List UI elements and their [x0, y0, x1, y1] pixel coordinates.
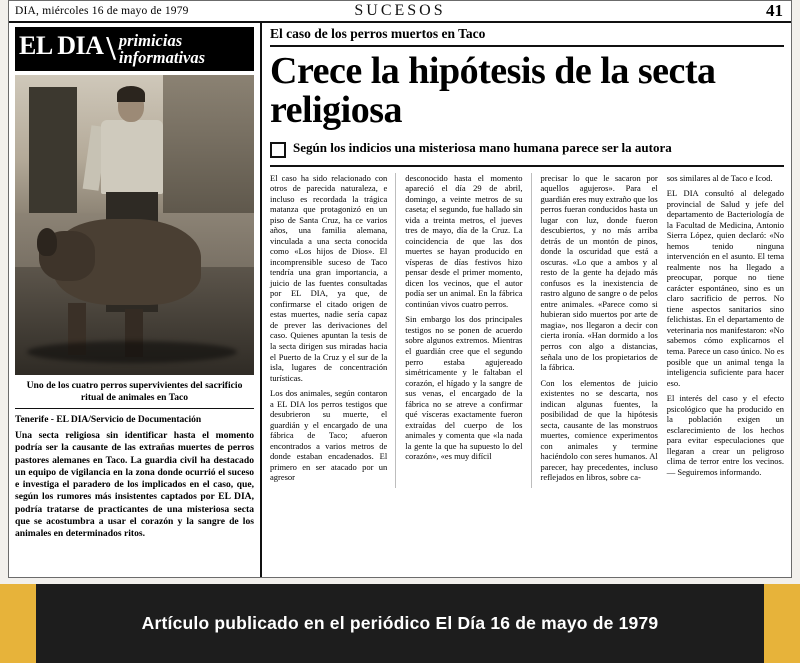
caption-bar-text: Artículo publicado en el periódico El Día 16 de mayo de 1979	[141, 613, 659, 633]
article-column-4	[667, 173, 784, 488]
photo-man-hair	[117, 86, 145, 102]
logo-tagline-line1: primicias	[118, 30, 183, 50]
photo-shadow	[27, 341, 237, 363]
logo-brand: EL DIA	[19, 31, 104, 60]
newspaper-masthead	[9, 1, 791, 23]
photo-man-body	[101, 120, 163, 194]
article-column-1	[270, 173, 396, 488]
photo-credit: Tenerife - EL DIA/Servicio de Documentación	[15, 414, 202, 425]
logo-tagline	[117, 27, 205, 71]
photo-dog-ear	[37, 228, 57, 256]
left-column	[9, 23, 262, 577]
article-columns	[270, 173, 784, 488]
newspaper-clipping	[8, 0, 792, 578]
article-paragraph: EL DIA consultó al delegado provincial de Salud y jefe del departamento de Bacteriología de la Facultad de Medicina, Antonio Sierra López, quien declaró: «No hemos tenido ninguna intervención en el asunto. El tema realmente nos ha llegado a preocupar, porque no tiene carácter espontáneo, sino es un claro sacrificio de perros. No tiene aspectos sanitarios sino felichistas. En el departamento de veterinaria nos manifestaron: «No sabemos cómo explicarnos el tema. Parece un caso único. No es posible que un animal tenga la inteligencia suficiente para hacer eso.	[666, 188, 784, 388]
eldia-logo	[15, 27, 254, 71]
article-paragraph: precisar lo que le sacaron por aquellos agujeros». Para el guardián eres muy extraño que los perros fueran conducidos hasta un lugar con luz, donde fueron descubiertos, y no más arriba detrás de un montón de pinos, donde la oscuridad que está a oscuras. «Lo que a ambos y al resto de la gente ha dejado más confusos es la inexistencia de rastro alguno de sangre o de pelos entre animales. «Parece como si hubieran sido muertos por arte de magia», nos llegaron a decir con cierta ironía. «Han dormido a los perros con algo a distancias, señala uno de los propietarios de la fábrica.	[540, 172, 658, 373]
article-paragraph: Con los elementos de juicio existentes no se descarta, nos indican algunas fuentes, la posibilidad de que la hipótesis secta, causante de las monstruos muertes, comience experimentos con animales y termine haciéndolo con seres humanos. Al parecer, hay precedentes, incluso reflejados en libros, sobre ca-	[540, 377, 658, 483]
logo-slash-icon: \	[106, 30, 116, 67]
article-subhead-text: Según los indicios una misteriosa mano humana parece ser la autora	[293, 139, 672, 155]
article-kicker: El caso de los perros muertos en Taco	[270, 26, 784, 47]
article-lead: Una secta religiosa sin identificar hasta el momento podría ser la causante de las extrañas muertes de perros pastores alemanes en Taco. La guardia civil ha destacado un equipo de vigilancia en la zona donde ocurrió el suceso e investiga el paradero de los implicados en el caso, que, según los rumores más insistentes captados por EL DIA, podría tratarse de practicantes de una misteriosa secta que se acostumbra a usar el corazón y la sangre de los animales en determinados ritos.	[15, 429, 254, 540]
clipping-body	[9, 23, 791, 577]
article-column-3	[541, 173, 658, 488]
article-paragraph: Los dos animales, según contaron a EL DIA los perros testigos que desubrieron su muerte, el guardián y el encargado de una fábrica de Taco; afueron encontrados a varios metros de donde estaban encadenados. El primero en ser atacado por un agresor	[270, 388, 388, 483]
caption-accent-right	[764, 584, 800, 663]
photo-caption: Uno de los cuatro perros supervivientes del sacrificio ritual de animales en Taco	[15, 375, 254, 409]
article-headline: Crece la hipótesis de la secta religiosa	[270, 50, 716, 131]
article-paragraph: El interés del caso y el efecto psicológico que ha producido en la población exigen un esclarecimiento de los hechos para evitar especulaciones que llegaran a crear un peligroso clima de terror entre los vecinos.— Seguiremos informando.	[666, 393, 784, 477]
photo-door	[29, 87, 77, 213]
article-paragraph: Sin embargo los dos principales testigos no se ponen de acuerdo sobre algunos extremos. Mientras el guardián cree que el segundo perro estaba agujereado simétricamente y le faltaban el corazón, el hígado y la sangre de sus venas, el encargado de la fábrica no se atreve a confirmar qué vísceras exactamente fueron extraídas del cuerpo de los animales y comenta que «la nada la gente la que ha supuesto lo del corazón», «es muy difícil	[405, 314, 523, 462]
logo-tagline-line2: informativas	[118, 48, 206, 67]
article-paragraph: sos similares al de Taco e Icod.	[666, 172, 773, 183]
article-column-2	[405, 173, 531, 488]
article-paragraph: El caso ha sido relacionado con otros de parecida naturaleza, e incluso es recordada la trágica matanza que protagonizó en un piso de Santa Cruz, ha ce varios años, una familia alemana, vinculada a una secta conocida como «Los hijos de Dios». El incomprensible suceso de Taco tendría una gran importancia, a juicio de las fuentes consultadas por EL DIA, ya que, de confirmarse el citado origen de estas muertes, nadie sería capaz de prever las derivaciones del caso. Quienes apuntan la tesis de la secta dirigen sus miradas hacia el Puerto de la Cruz y el sur de la isla, lugares de concentración turísticas.	[270, 172, 388, 383]
photo-wall-dark	[163, 75, 254, 213]
masthead-date: DIA, miércoles 16 de mayo de 1979	[15, 5, 189, 17]
square-bullet-icon	[270, 142, 286, 158]
article-subhead	[270, 140, 784, 167]
right-column	[262, 23, 791, 577]
caption-bar	[0, 584, 800, 663]
masthead-section: SUCESOS	[354, 2, 446, 19]
article-paragraph: desconocido hasta el momento apareció el día 29 de abril, domingo, a veinte metros de su caseta; el segundo, fue hallado sin vida a treinta metros, el jueves tres de mayo, día de la Cruz. La coincidencia de que las dos muertes se hayan producido en vísperas de días festivos hizo pensar desde el primer momento, dicen los vecinos, que el autor podía ser un animal. En la fábrica continúan vivos cuatro perros.	[405, 172, 523, 309]
caption-accent-left	[0, 584, 36, 663]
article-photo	[15, 75, 254, 375]
masthead-page-number: 41	[766, 1, 783, 20]
